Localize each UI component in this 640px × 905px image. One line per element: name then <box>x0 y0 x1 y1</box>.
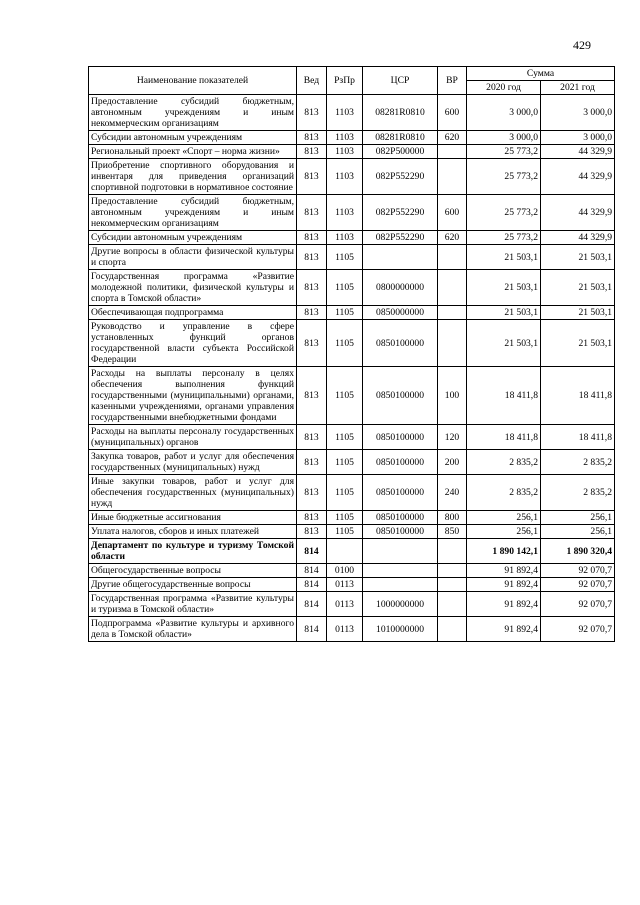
cell-ved: 813 <box>297 511 327 525</box>
table-row <box>89 306 615 320</box>
cell-name: Предоставление субсидий бюджетным, автономным учреждениям и иным некоммерческим организациям <box>89 95 297 131</box>
cell-rzpr: 1105 <box>327 320 363 367</box>
cell-rzpr: 1103 <box>327 195 363 231</box>
cell-sum-2021: 44 329,9 <box>541 231 615 245</box>
cell-ved: 813 <box>297 475 327 511</box>
cell-name: Субсидии автономным учреждениям <box>89 231 297 245</box>
table-row <box>89 131 615 145</box>
cell-sum-2021: 21 503,1 <box>541 320 615 367</box>
cell-vr <box>438 539 467 564</box>
cell-sum-2020: 1 890 142,1 <box>467 539 541 564</box>
cell-sum-2020: 21 503,1 <box>467 270 541 306</box>
cell-ved: 813 <box>297 231 327 245</box>
table-row <box>89 95 615 131</box>
cell-rzpr: 1105 <box>327 475 363 511</box>
cell-ved: 814 <box>297 617 327 642</box>
table-row <box>89 145 615 159</box>
cell-sum-2021: 18 411,8 <box>541 367 615 425</box>
table-row <box>89 367 615 425</box>
table-row <box>89 450 615 475</box>
cell-sum-2020: 91 892,4 <box>467 592 541 617</box>
cell-vr: 620 <box>438 231 467 245</box>
cell-rzpr: 1105 <box>327 425 363 450</box>
cell-name: Иные закупки товаров, работ и услуг для обеспечения государственных (муниципальных) нужд <box>89 475 297 511</box>
table-row <box>89 592 615 617</box>
table-row <box>89 539 615 564</box>
cell-vr <box>438 306 467 320</box>
cell-sum-2021: 256,1 <box>541 511 615 525</box>
cell-ved: 813 <box>297 425 327 450</box>
cell-sum-2020: 256,1 <box>467 525 541 539</box>
cell-sum-2020: 2 835,2 <box>467 475 541 511</box>
cell-name: Закупка товаров, работ и услуг для обеспечения государственных (муниципальных) нужд <box>89 450 297 475</box>
cell-sum-2021: 21 503,1 <box>541 306 615 320</box>
cell-sum-2020: 3 000,0 <box>467 95 541 131</box>
table-row <box>89 617 615 642</box>
cell-name: Другие общегосударственные вопросы <box>89 578 297 592</box>
cell-sum-2020: 25 773,2 <box>467 195 541 231</box>
cell-vr: 800 <box>438 511 467 525</box>
header-sum: Сумма <box>467 67 615 81</box>
page-number: 429 <box>573 38 591 52</box>
cell-sum-2020: 91 892,4 <box>467 564 541 578</box>
cell-sum-2021: 92 070,7 <box>541 564 615 578</box>
cell-rzpr: 0113 <box>327 592 363 617</box>
cell-sum-2021: 44 329,9 <box>541 195 615 231</box>
cell-ved: 813 <box>297 145 327 159</box>
cell-rzpr: 1103 <box>327 231 363 245</box>
cell-csr: 0850100000 <box>363 525 438 539</box>
table-row <box>89 475 615 511</box>
cell-rzpr: 0113 <box>327 578 363 592</box>
cell-csr: 0850000000 <box>363 306 438 320</box>
header-ved: Вед <box>297 67 327 95</box>
cell-rzpr <box>327 539 363 564</box>
cell-csr: 0850100000 <box>363 425 438 450</box>
cell-sum-2020: 2 835,2 <box>467 450 541 475</box>
table-body <box>89 95 615 642</box>
cell-vr: 100 <box>438 367 467 425</box>
cell-vr <box>438 159 467 195</box>
cell-rzpr: 1105 <box>327 525 363 539</box>
table-row <box>89 320 615 367</box>
cell-csr: 0850100000 <box>363 475 438 511</box>
table-row <box>89 578 615 592</box>
cell-sum-2020: 25 773,2 <box>467 231 541 245</box>
cell-sum-2021: 3 000,0 <box>541 95 615 131</box>
cell-csr <box>363 578 438 592</box>
cell-csr: 082P500000 <box>363 145 438 159</box>
cell-rzpr: 1105 <box>327 367 363 425</box>
cell-csr: 0850100000 <box>363 511 438 525</box>
cell-vr: 620 <box>438 131 467 145</box>
cell-vr: 240 <box>438 475 467 511</box>
cell-csr: 1000000000 <box>363 592 438 617</box>
cell-ved: 814 <box>297 564 327 578</box>
cell-rzpr: 1103 <box>327 145 363 159</box>
header-name: Наименование показателей <box>89 67 297 95</box>
cell-vr: 120 <box>438 425 467 450</box>
cell-csr <box>363 564 438 578</box>
cell-csr: 082P552290 <box>363 159 438 195</box>
cell-name: Государственная программа «Развитие молодежной политики, физической культуры и спорта в Томской области» <box>89 270 297 306</box>
cell-vr <box>438 145 467 159</box>
cell-name: Приобретение спортивного оборудования и инвентаря для приведения организаций спортивной подготовки в нормативное состояние <box>89 159 297 195</box>
cell-vr <box>438 578 467 592</box>
cell-sum-2020: 21 503,1 <box>467 245 541 270</box>
cell-name: Расходы на выплаты персоналу в целях обеспечения выполнения функций государственными (муниципальными) органами, казенными учреждениями, органами управления государственными внебюджетными фондами <box>89 367 297 425</box>
cell-vr: 850 <box>438 525 467 539</box>
table-row <box>89 425 615 450</box>
cell-ved: 813 <box>297 95 327 131</box>
cell-vr: 600 <box>438 95 467 131</box>
cell-name: Региональный проект «Спорт – норма жизни» <box>89 145 297 159</box>
cell-csr: 082P552290 <box>363 231 438 245</box>
cell-csr: 0850100000 <box>363 367 438 425</box>
cell-rzpr: 0113 <box>327 617 363 642</box>
cell-ved: 814 <box>297 539 327 564</box>
budget-table <box>88 66 615 642</box>
cell-name: Другие вопросы в области физической культуры и спорта <box>89 245 297 270</box>
cell-name: Обеспечивающая подпрограмма <box>89 306 297 320</box>
cell-sum-2021: 44 329,9 <box>541 159 615 195</box>
cell-ved: 813 <box>297 525 327 539</box>
cell-ved: 813 <box>297 270 327 306</box>
cell-sum-2021: 2 835,2 <box>541 450 615 475</box>
cell-rzpr: 1105 <box>327 511 363 525</box>
cell-csr <box>363 245 438 270</box>
cell-sum-2020: 25 773,2 <box>467 145 541 159</box>
cell-name: Общегосударственные вопросы <box>89 564 297 578</box>
header-csr: ЦСР <box>363 67 438 95</box>
cell-ved: 813 <box>297 245 327 270</box>
table-row <box>89 564 615 578</box>
cell-sum-2021: 3 000,0 <box>541 131 615 145</box>
cell-vr <box>438 270 467 306</box>
header-rzpr: РзПр <box>327 67 363 95</box>
cell-name: Подпрограмма «Развитие культуры и архивного дела в Томской области» <box>89 617 297 642</box>
cell-sum-2021: 18 411,8 <box>541 425 615 450</box>
cell-ved: 813 <box>297 159 327 195</box>
cell-sum-2021: 21 503,1 <box>541 270 615 306</box>
cell-vr <box>438 320 467 367</box>
cell-sum-2020: 3 000,0 <box>467 131 541 145</box>
cell-csr: 1010000000 <box>363 617 438 642</box>
table-row <box>89 525 615 539</box>
cell-csr: 08281R0810 <box>363 95 438 131</box>
table-row <box>89 231 615 245</box>
header-2020: 2020 год <box>467 81 541 95</box>
cell-sum-2021: 2 835,2 <box>541 475 615 511</box>
cell-sum-2020: 21 503,1 <box>467 320 541 367</box>
cell-vr: 600 <box>438 195 467 231</box>
cell-sum-2020: 18 411,8 <box>467 367 541 425</box>
cell-sum-2020: 256,1 <box>467 511 541 525</box>
cell-rzpr: 1103 <box>327 131 363 145</box>
cell-rzpr: 1105 <box>327 450 363 475</box>
cell-sum-2020: 91 892,4 <box>467 578 541 592</box>
cell-ved: 813 <box>297 450 327 475</box>
cell-sum-2020: 21 503,1 <box>467 306 541 320</box>
cell-vr <box>438 592 467 617</box>
cell-ved: 813 <box>297 320 327 367</box>
cell-csr: 082P552290 <box>363 195 438 231</box>
cell-sum-2021: 1 890 320,4 <box>541 539 615 564</box>
cell-rzpr: 1105 <box>327 306 363 320</box>
cell-ved: 813 <box>297 195 327 231</box>
cell-sum-2020: 18 411,8 <box>467 425 541 450</box>
cell-csr: 0800000000 <box>363 270 438 306</box>
cell-name: Государственная программа «Развитие культуры и туризма в Томской области» <box>89 592 297 617</box>
cell-vr <box>438 617 467 642</box>
cell-vr <box>438 245 467 270</box>
cell-ved: 813 <box>297 131 327 145</box>
cell-name: Департамент по культуре и туризму Томской области <box>89 539 297 564</box>
table-row <box>89 159 615 195</box>
table-row <box>89 195 615 231</box>
cell-sum-2021: 256,1 <box>541 525 615 539</box>
cell-name: Руководство и управление в сфере установленных функций органов государственной власти субъекта Российской Федерации <box>89 320 297 367</box>
header-vr: ВР <box>438 67 467 95</box>
cell-vr <box>438 564 467 578</box>
header-2021: 2021 год <box>541 81 615 95</box>
cell-ved: 814 <box>297 578 327 592</box>
cell-rzpr: 1105 <box>327 270 363 306</box>
table-row <box>89 511 615 525</box>
table-row <box>89 245 615 270</box>
cell-csr: 08281R0810 <box>363 131 438 145</box>
cell-sum-2020: 91 892,4 <box>467 617 541 642</box>
cell-ved: 814 <box>297 592 327 617</box>
cell-csr: 0850100000 <box>363 450 438 475</box>
cell-rzpr: 1103 <box>327 95 363 131</box>
cell-rzpr: 0100 <box>327 564 363 578</box>
cell-name: Расходы на выплаты персоналу государственных (муниципальных) органов <box>89 425 297 450</box>
cell-sum-2021: 44 329,9 <box>541 145 615 159</box>
cell-sum-2020: 25 773,2 <box>467 159 541 195</box>
cell-sum-2021: 92 070,7 <box>541 578 615 592</box>
cell-ved: 813 <box>297 306 327 320</box>
cell-rzpr: 1105 <box>327 245 363 270</box>
cell-csr: 0850100000 <box>363 320 438 367</box>
cell-name: Предоставление субсидий бюджетным, автономным учреждениям и иным некоммерческим организациям <box>89 195 297 231</box>
cell-vr: 200 <box>438 450 467 475</box>
cell-sum-2021: 21 503,1 <box>541 245 615 270</box>
table-row <box>89 270 615 306</box>
cell-ved: 813 <box>297 367 327 425</box>
cell-sum-2021: 92 070,7 <box>541 617 615 642</box>
cell-rzpr: 1103 <box>327 159 363 195</box>
cell-csr <box>363 539 438 564</box>
cell-name: Уплата налогов, сборов и иных платежей <box>89 525 297 539</box>
cell-name: Иные бюджетные ассигнования <box>89 511 297 525</box>
cell-name: Субсидии автономным учреждениям <box>89 131 297 145</box>
cell-sum-2021: 92 070,7 <box>541 592 615 617</box>
